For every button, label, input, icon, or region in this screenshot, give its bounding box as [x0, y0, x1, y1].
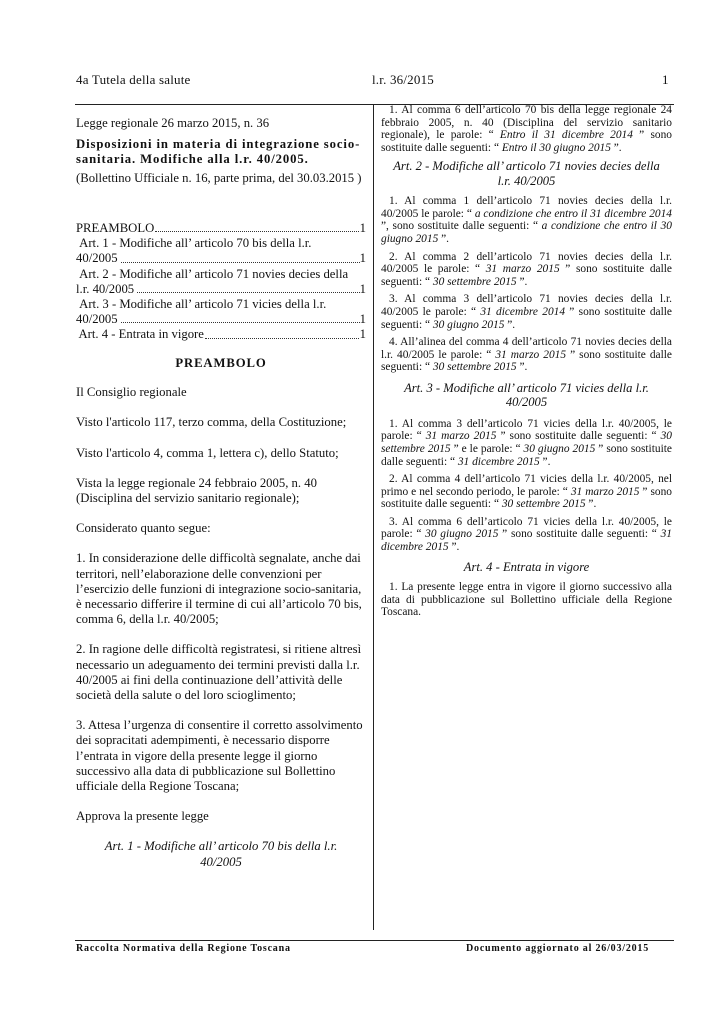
running-header-section: 4a Tutela della salute — [76, 72, 191, 87]
toc — [76, 221, 366, 343]
art3-para-1 — [381, 418, 672, 468]
quoted-text: 30 giugno 2015 — [425, 528, 499, 541]
para-text: ”. — [516, 275, 528, 288]
toc-leader — [205, 338, 359, 339]
quoted-text: a condizione che entro il 30 giugno 2015 — [381, 220, 672, 245]
vista-law: Vista la legge regionale 24 febbraio 2005, n. 40 (Disciplina del servizio sanitario regionale); — [76, 475, 317, 506]
right-column — [381, 104, 672, 619]
bulletin-reference: (Bollettino Ufficiale n. 16, parte prima, del 30.03.2015 ) — [76, 171, 362, 186]
para-text: ”. — [585, 498, 597, 511]
page-number: 1 — [662, 72, 669, 87]
art2-para-2 — [381, 251, 672, 289]
column-divider — [373, 104, 374, 930]
considerato-line: Considerato quanto segue: — [76, 521, 211, 536]
art2-para-4 — [381, 336, 672, 374]
toc-entry-label: Art. 1 - Modifiche all’ articolo 70 bis della l.r. 40/2005 — [76, 236, 315, 266]
recital-3: 3. Attesa l’urgenza di consentire il corretto assolvimento dei sopracitati adempimenti, è necessario disporre l’entrata in vigore della presente legge il giorno successivo alla data di pubblicazione sul Bollettino ufficiale della Regione Toscana; — [76, 718, 363, 794]
article-4-title: Art. 4 - Entrata in vigore — [463, 559, 590, 574]
approval-line: Approva la presente legge — [76, 809, 209, 824]
quoted-text: 31 dicembre 2015 — [457, 455, 540, 468]
para-text: ” sono sostituite dalle seguenti: “ — [498, 528, 661, 541]
quoted-text: 30 settembre 2015 — [432, 361, 517, 374]
para-text: ”, sono sostituite dalle seguenti: “ — [381, 220, 542, 233]
recital-1: 1. In considerazione delle difficoltà segnalate, anche dai territori, nell’elaborazione delle convenzioni per l’esercizio delle funzioni di integrazione socio-sanitaria, è necessario differire il termine di cui all’articolo 70 bis, comma 6, della l.r. 40/2005; — [76, 551, 362, 627]
running-header-law: l.r. 36/2015 — [372, 72, 434, 87]
toc-entry[interactable] — [76, 297, 366, 327]
article-3-title: Art. 3 - Modifiche all’ articolo 71 vicies della l.r. 40/2005 — [404, 380, 649, 410]
quoted-text: 30 settembre 2015 — [501, 498, 586, 511]
para-text: ” sono sostituite dalle seguenti: “ — [381, 348, 672, 374]
para-text: 1. Al comma 1 dell’articolo 71 novies decies della l.r. 40/2005 le parole: “ — [381, 195, 672, 220]
toc-entry[interactable] — [76, 327, 366, 342]
article-2-title: Art. 2 - Modifiche all’ articolo 71 novies decies della l.r. 40/2005 — [393, 159, 660, 188]
para-text: 2. Al comma 4 dell’articolo 71 vicies della l.r. 40/2005, nel primo e nel secondo periodo, le parole: “ — [381, 473, 672, 498]
quoted-text: 31 dicembre 2014 — [480, 305, 566, 318]
toc-entry-label: Art. 2 - Modifiche all’ articolo 71 novies decies della l.r. 40/2005 — [76, 266, 352, 296]
para-text: ”. — [539, 455, 551, 468]
toc-entry-label: Art. 3 - Modifiche all’ articolo 71 vicies della l.r. 40/2005 — [76, 297, 330, 327]
para-text: ” sono sostituite dalle seguenti: “ — [381, 263, 672, 288]
quoted-text: 31 dicembre 2015 — [381, 528, 672, 554]
art1-para-1 — [381, 104, 672, 154]
preamble-heading: PREAMBOLO — [175, 356, 267, 370]
para-text: ” sono sostituite dalle seguenti: “ — [381, 442, 672, 468]
para-text: ” sono sostituite dalle seguenti: “ — [496, 430, 661, 443]
quoted-text: 31 marzo 2015 — [570, 485, 640, 498]
art3-para-2 — [381, 473, 672, 511]
toc-entry-label: PREAMBOLO — [76, 221, 155, 235]
quoted-text: Entro il 30 giugno 2015 — [501, 141, 611, 154]
article-1-title: Art. 1 - Modifiche all’ articolo 70 bis della l.r. 40/2005 — [104, 839, 338, 869]
quoted-text: 30 settembre 2015 — [432, 275, 517, 288]
toc-entry-page: 1 — [359, 221, 366, 235]
toc-entry-page: 1 — [359, 251, 366, 266]
para-text: 1. Al comma 6 dell’articolo 70 bis della legge regionale 24 febbraio 2005, n. 40 (Disciplina del servizio sanitario regionale), le parole: “ — [381, 104, 672, 142]
recital-2: 2. In ragione delle difficoltà registratesi, si ritiene altresì necessario un adeguamento dei termini previsti dalla l.r. 40/2005 ai fini della continuazione dell’attività delle società della salute o del loro scioglimento; — [76, 642, 362, 703]
para-text: ”. — [504, 318, 516, 331]
para-text: ” sono sostituite dalle seguenti: “ — [381, 485, 672, 511]
quoted-text: 31 marzo 2015 — [485, 263, 560, 276]
para-text: ”. — [438, 232, 450, 245]
para-text: 4. All’alinea del comma 4 dell’articolo 71 novies decies della l.r. 40/2005 le parole: “ — [381, 336, 672, 361]
toc-entry-page: 1 — [359, 312, 366, 327]
toc-entry[interactable] — [76, 236, 366, 266]
art2-para-3 — [381, 293, 672, 331]
visto-constitution: Visto l'articolo 117, terzo comma, della Costituzione; — [76, 415, 347, 430]
toc-entry-page: 1 — [359, 281, 366, 296]
para-text: ” sono sostituite dalle seguenti: “ — [381, 305, 672, 331]
quoted-text: a condizione che entro il 31 dicembre 2014 — [474, 207, 672, 220]
visto-statute: Visto l'articolo 4, comma 1, lettera c), dello Statuto; — [76, 445, 339, 460]
para-text: 2. Al comma 2 dell’articolo 71 novies decies della l.r. 40/2005 le parole: “ — [381, 250, 672, 276]
para-text: ” sono sostituite dalle seguenti: “ — [381, 129, 672, 154]
toc-entry-page: 1 — [359, 327, 366, 342]
council-line: Il Consiglio regionale — [76, 385, 187, 400]
law-title: Legge regionale 26 marzo 2015, n. 36 — [76, 116, 270, 130]
toc-leader — [155, 231, 358, 232]
preamble — [76, 356, 366, 870]
law-subject: Disposizioni in materia di integrazione socio- sanitaria. Modifiche alla l.r. 40/2005. — [76, 137, 361, 167]
footer-updated: Documento aggiornato al 26/03/2015 — [466, 943, 650, 954]
footer-collection: Raccolta Normativa della Regione Toscana — [76, 943, 291, 954]
art3-para-3 — [381, 516, 672, 554]
para-text: ”. — [448, 541, 460, 554]
para-text: ”. — [610, 141, 622, 154]
quoted-text: 30 giugno 2015 — [523, 442, 596, 455]
para-text: 3. Al comma 6 dell’articolo 71 vicies della l.r. 40/2005, le parole: “ — [381, 515, 672, 541]
toc-entry[interactable] — [76, 267, 366, 297]
para-text: 1. Al comma 3 dell’articolo 71 vicies della l.r. 40/2005, le parole: “ — [381, 417, 672, 443]
quoted-text: Entro il 31 dicembre 2014 — [499, 129, 633, 142]
art4-para-1: 1. La presente legge entra in vigore il giorno successivo alla data di pubblicazione sul Bollettino ufficiale della Regione Toscana. — [381, 581, 672, 619]
para-text: ”. — [516, 361, 528, 374]
toc-entry-label: Art. 4 - Entrata in vigore — [76, 327, 204, 342]
quoted-text: 31 marzo 2015 — [495, 348, 567, 361]
quoted-text: 30 giugno 2015 — [432, 318, 505, 331]
para-text: 3. Al comma 3 dell’articolo 71 novies decies della l.r. 40/2005 le parole: “ — [381, 293, 672, 318]
art2-para-1 — [381, 195, 672, 245]
quoted-text: 31 marzo 2015 — [425, 430, 497, 443]
footer-rule — [75, 940, 674, 941]
toc-entry[interactable] — [76, 221, 366, 236]
quoted-text: 30 settembre 2015 — [381, 430, 672, 455]
para-text: ” e le parole: “ — [450, 442, 524, 455]
